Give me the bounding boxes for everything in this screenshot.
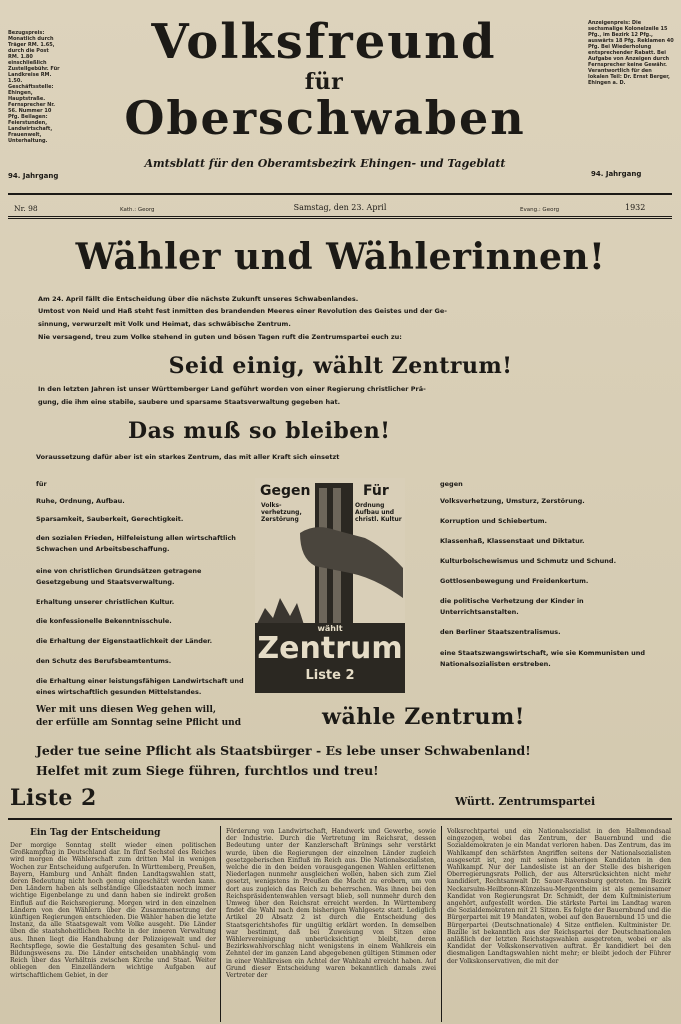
party-name: Württ. Zentrumspartei <box>455 795 596 808</box>
masthead-title-line1: Volksfreund <box>151 14 497 70</box>
dateline-top-rule <box>8 193 672 195</box>
gegen-item-7: den Berliner Staatszentralismus. <box>440 628 561 636</box>
dateline-number: Nr. 98 <box>14 204 38 213</box>
article-column-divider-2 <box>441 826 442 1022</box>
masthead-right-box: Anzeigenpreis: Die sechsmalige Kolonelzeile 15 Pfg., im Bezirk 12 Pfg., auswärts 18 Pfg. Reklamen 40 Pfg. Bei Wiederholung entsprechender Rabatt. Bei Aufgabe von Anzeigen durch Fernsprecher keine Gewähr. Verantwortlich für den lokalen Teil: Dr. Ernst Berger, Ehingen a. D. <box>588 20 674 86</box>
fuer-heading: für <box>36 480 47 488</box>
article-title: Ein Tag der Entscheidung <box>30 828 161 838</box>
paragraph-2-line-2: gung, die ihm eine stabile, saubere und sparsame Staatsverwaltung gegeben hat. <box>38 398 341 406</box>
fuer-item-6: die konfessionelle Bekenntnisschule. <box>36 617 172 625</box>
fuer-item-4: eine von christlichen Grundsätzen getragene Gesetzgebung und Staatsverwaltung. <box>36 567 202 586</box>
gegen-item-8: eine Staatszwangswirtschaft, wie sie Kommunisten und Nationalsozialisten erstreben. <box>440 649 646 668</box>
intro-line-2: Umtost von Neid und Haß steht fest inmitten des brandenden Meeres einer Revolution des Geistes und der Ge- <box>38 307 447 315</box>
closing-line-1a: Wer mit uns diesen Weg gehen will, <box>36 705 217 715</box>
poster-gegen-sub: Volks- verhetzung, Zerstörung <box>261 502 302 523</box>
poster-fuer-sub: Ordnung Aufbau und christl. Kultur <box>355 502 402 523</box>
masthead-left-box: Bezugspreis: Monatlich durch Träger RM. 1.65, durch die Post RM. 1.80 einschließlich Zustellgebühr. Für Landkreise RM. 1.50. Geschäftsstelle: Ehingen, Hauptstraße. Fernsprecher Nr. 56. Nummer 10 Pfg. Beilagen: Feierstunden, Landwirtschaft, Frauenwelt, Unterhaltung. <box>8 30 60 144</box>
gegen-item-5: Gottlosenbewegung und Freidenkertum. <box>440 577 589 585</box>
fuer-item-2: Sparsamkeit, Sauberkeit, Gerechtigkeit. <box>36 515 184 523</box>
masthead-left-year: 94. Jahrgang <box>8 172 59 180</box>
closing-line-2: Jeder tue seine Pflicht als Staatsbürger - Es lebe unser Schwabenland! <box>36 743 531 758</box>
gegen-item-1: Volksverhetzung, Umsturz, Zerstörung. <box>440 497 585 505</box>
intro-line-3: sinnung, verwurzelt mit Volk und Heimat, das schwäbische Zentrum. <box>38 320 291 328</box>
masthead-title-line2: für <box>304 69 344 95</box>
dateline-bottom-rule-2 <box>8 218 672 219</box>
gegen-item-4: Kulturbolschewismus und Schmutz und Schund. <box>440 557 617 565</box>
article-column-2: Förderung von Landwirtschaft, Handwerk und Gewerbe, sowie der Industrie. Durch die Vertretung im Reichsrat, dessen Bedeutung unter der Kanzlerschaft Brünings sehr verstärkt wurde, üben die Regierungen der einzelnen Länder zugleich gesetzgeberischen Einfluß im Reich aus. Die Nationalsozialisten, welche die in den beiden vorausgegangenen Wahlen erlittenen Niederlagen nunmehr ausgleichen wollen, haben sich zum Ziel gesetzt, wenigstens in Preußen die Macht zu erobern, um von dort aus zugleich das Reich zu beherrschen. Was ihnen bei den Reichspräsidentenwahlen versagt blieb, soll nunmehr durch den Umweg über den Reichsrat erreicht werden. In Württemberg findet die Wahl nach dem bisherigen Wahlgesetz statt. Lediglich Artikel 20 Absatz 2 ist durch die Entscheidung des Staatsgerichtshofes für ungültig erklärt worden. In demselben war bestimmt, daß bei Zuweisung von Sitzen eine Wählervereinigung unberücksichtigt bleibt, deren Bezirkswahlvorschlag nicht wenigstens in einem Wahlkreis ein Zehntel der im ganzen Land abgegebenen gültigen Stimmen oder in einer Wahlkreisen ein Achtel der Wahlzahl erreicht haben. Auf Grund dieser Entscheidung waren bekanntlich damals zwei Vertreter der <box>226 828 436 980</box>
poster-zentrum: Zentrum <box>257 631 403 666</box>
fuer-item-8: den Schutz des Berufsbeamtentums. <box>36 657 172 665</box>
paragraph-2-line-1: In den letzten Jahren ist unser Württemberger Land geführt worden von einer Regierung christlicher Prä- <box>38 385 426 393</box>
dateline-right-calendar: Evang.: Georg <box>520 207 560 213</box>
gegen-item-2: Korruption und Schiebertum. <box>440 517 547 525</box>
poster-fuer: Für <box>363 483 389 499</box>
poster-gegen: Gegen <box>260 483 311 499</box>
article-column-3: Volksrechtpartei und ein Nationalsozialist in den Halbmondsaal eingezogen, wobei das Zentrum, der Bauernbund und die Sozialdemokraten je ein Mandat verloren haben. Das Zentrum, das im Wahlkampf den schärfsten Angriffen seitens der Nationalsozialisten ausgesetzt ist, zog mit seinen bisherigen Kandidaten in den Wahlkampf. Nur der Landesliste ist an der Stelle des bisherigen Oberregierungsrats Pollich, der aus Altersrücksichten nicht mehr kandidiert, Rechtsanwalt Dr. Sauer-Ravensburg getreten. Im Bezirk Neckarsulm-Heilbronn-Künzelsau-Mergentheim ist als gemeinsamer Kandidat von Regierungsrat Dr. Schmidt, der dem Kultministerium angehört, aufgestellt worden. Die stärkste Partei im Landtag waren die Sozialdemokraten mit 21 Sitzen. Es folgte der Bauernbund und die Bürgerpartei mit 19 Mandaten, wobei auf den Bauernbund 15 und die Bürgerpartei (Deutschnationale) 4 Sitze entfielen. Kultminister Dr. Bazille ist bekanntlich aus der Reichspartei der Deutschnationalen anläßlich der letzten Reichstagswahlen ausgetreten, wobei er als Kandidat der Volkskonservativen auftrat. Er kandidiert bei den diesmaligen Landtagswahlen nicht mehr; er bleibt jedoch der Führer der Volkskonservativen, die mit der <box>447 828 671 965</box>
fuer-item-3: den sozialen Frieden, Hilfeleistung allen wirtschaftlich Schwachen und Arbeitsbeschaffung. <box>36 534 236 553</box>
article-top-rule <box>8 818 672 820</box>
dateline-bottom-rule <box>8 216 672 217</box>
fuer-item-5: Erhaltung unserer christlichen Kultur. <box>36 598 175 606</box>
masthead-subtitle: Amtsblatt für den Oberamtsbezirk Ehingen- und Tageblatt <box>144 157 506 170</box>
poster-liste: Liste 2 <box>305 668 355 683</box>
fuer-item-1: Ruhe, Ordnung, Aufbau. <box>36 497 125 505</box>
article-column-1: Der morgige Sonntag stellt wieder einen politischen Großkampftag in Deutschland dar. In fünf Sechstel des Reiches wird morgen die Wählerschaft zum dritten Mal in wenigen Wochen zur Entscheidung aufgerufen. In Württemberg, Preußen, Bayern, Hamburg und Anhalt finden Landtagswahlen statt, deren Bedeutung nicht hoch genug eingeschätzt werden kann. Den Ländern haben als selbständige Gliedstaaten noch immer wichtige Eigenbelange zu und dann haben sie indirekt großen Einfluß auf die Reichsregierung. Morgen wird in den einzelnen Ländern von den Wählern über die Zusammensetzung der künftigen Regierungen entschieden. Die Wähler haben die letzte Instanz, da alle Staatsgewalt vom Volke ausgeht. Die Länder üben die staatshoheitlichen Rechte in der inneren Verwaltung aus. Ihnen liegt die Handhabung der Polizeigewalt und der Rechtspflege, sowie die Gestaltung des gesamten Schul- und Bildungswesens zu. Die Länder entscheiden unabhängig vom Reich über das Verhältnis zwischen Kirche und Staat. Weiter obliegen den Einzelländern wichtige Aufgaben auf wirtschaftlichem Gebiet, in der <box>10 842 216 979</box>
main-headline: Wähler und Wählerinnen! <box>75 236 606 278</box>
intro-line-4: Nie versagend, treu zum Volke stehend in guten und bösen Tagen ruft die Zentrumspartei euch zu: <box>38 333 402 341</box>
liste-2-label: Liste 2 <box>10 785 97 811</box>
poster-waehlt: wählt <box>317 624 343 633</box>
closing-line-3: Helfet mit zum Siege führen, furchtlos und treu! <box>36 763 379 778</box>
closing-line-1b: der erfülle am Sonntag seine Pflicht und <box>36 718 242 728</box>
closing-waehle-zentrum: wähle Zentrum! <box>322 704 525 730</box>
dateline-year: 1932 <box>625 203 646 212</box>
condition-line: Voraussetzung dafür aber ist ein starkes Zentrum, das mit aller Kraft sich einsetzt <box>36 453 340 461</box>
dateline-left-calendar: Kath.: Georg <box>120 207 155 213</box>
fuer-item-7: die Erhaltung der Eigenstaatlichkeit der Länder. <box>36 637 213 645</box>
gegen-item-6: die politische Verhetzung der Kinder in Unterrichtsanstalten. <box>440 597 584 616</box>
slogan-seid-einig: Seid einig, wählt Zentrum! <box>168 353 513 379</box>
election-poster <box>255 478 405 693</box>
article-column-divider-1 <box>220 826 221 1022</box>
masthead-title-line3: Oberschwaben <box>124 91 526 145</box>
gegen-item-3: Klassenhaß, Klassenstaat und Diktatur. <box>440 537 585 545</box>
dateline-date: Samstag, den 23. April <box>293 203 387 212</box>
masthead-right-year: 94. Jahrgang <box>591 170 642 178</box>
fuer-item-9: die Erhaltung einer leistungsfähigen Landwirtschaft und eines wirtschaftlich gesunden Mittelstandes. <box>36 677 244 696</box>
intro-line-1: Am 24. April fällt die Entscheidung über die nächste Zukunft unseres Schwabenlandes. <box>38 295 359 303</box>
slogan-das-muss-so-bleiben: Das muß so bleiben! <box>128 418 391 444</box>
gegen-heading: gegen <box>440 480 463 488</box>
